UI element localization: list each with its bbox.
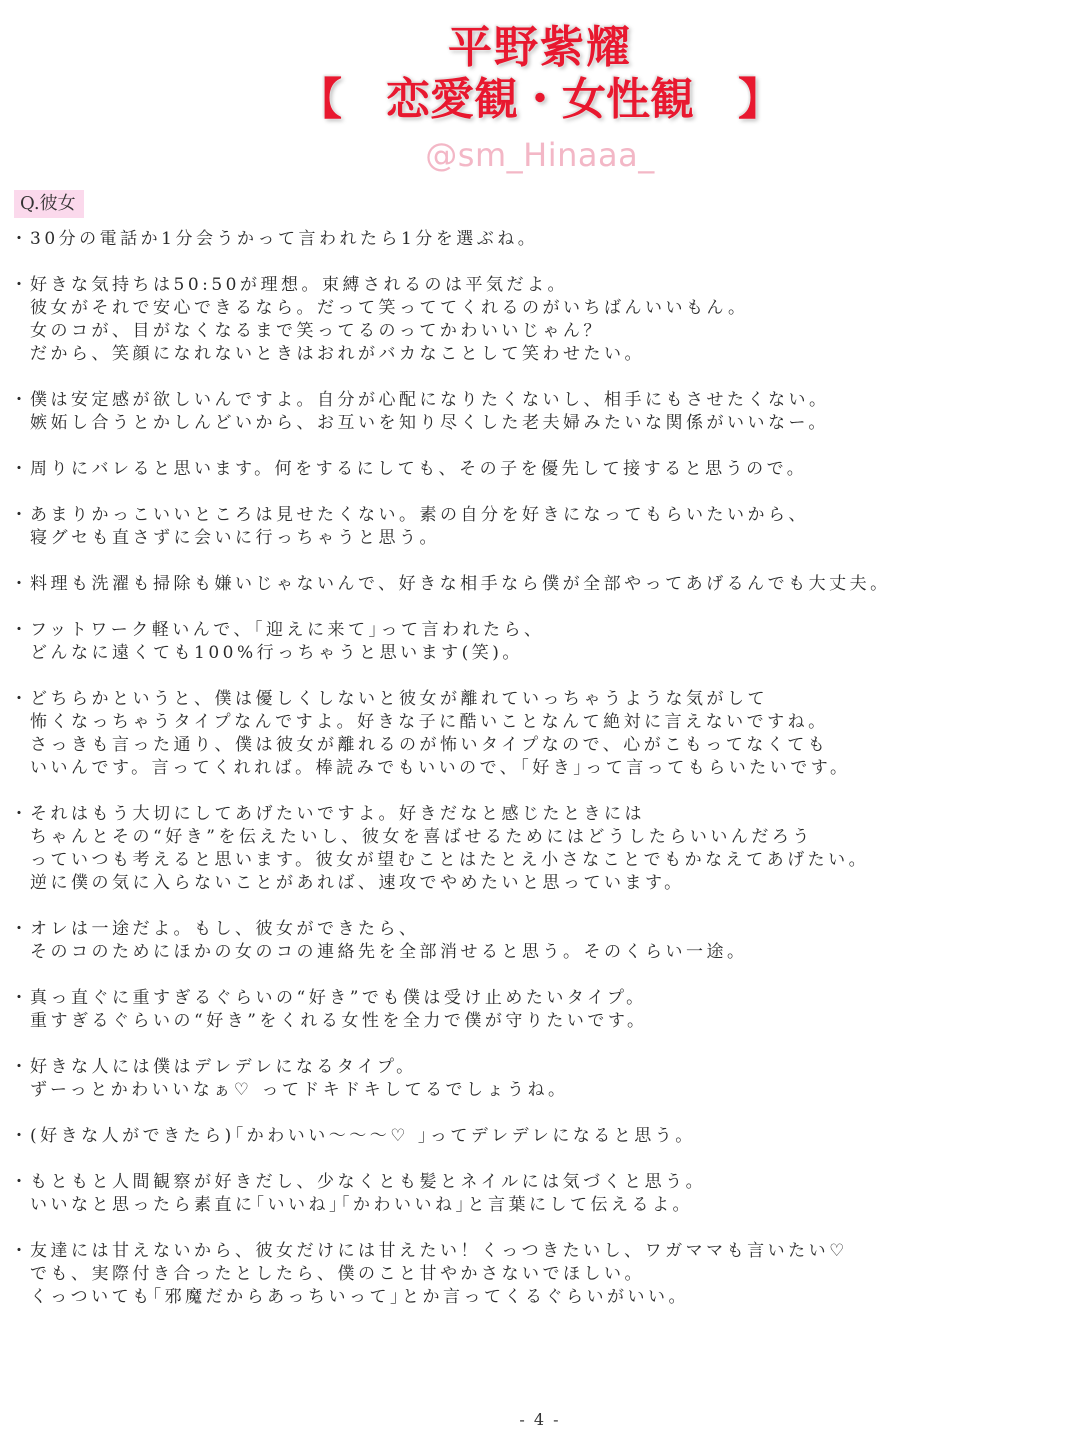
- text-line: 重すぎるぐらいの“好き”をくれる女性を全力で僕が守りたいです。: [30, 1011, 648, 1031]
- list-item: [8, 688, 1076, 780]
- entry-text: [30, 688, 1076, 780]
- entry-text: [30, 228, 1076, 251]
- list-item: [8, 274, 1076, 366]
- bullet-mark: ・: [10, 505, 28, 525]
- text-line: 寝グセも直さずに会いに行っちゃうと思う。: [30, 528, 440, 548]
- bullet-mark: ・: [10, 804, 28, 824]
- text-line: それはもう大切にしてあげたいですよ。好きだなと感じたときには: [30, 804, 645, 824]
- entry-text: [30, 987, 1076, 1033]
- text-line: 女のコが、目がなくなるまで笑ってるのってかわいいじゃん？: [30, 321, 604, 341]
- text-line: っていつも考えると思います。彼女が望むことはたとえ小さなことでもかなえてあげたい。: [30, 850, 870, 870]
- text-line: だから、笑顔になれないときはおれがバカなことして笑わせたい。: [30, 344, 645, 364]
- entry-text: [30, 1171, 1076, 1217]
- text-line: さっきも言った通り、僕は彼女が離れるのが怖いタイプなので、心がこもってなくても: [30, 735, 829, 755]
- text-line: いいんです。言ってくれれば。棒読みでもいいので、｢好き｣って言ってもらいたいです。: [30, 758, 851, 778]
- bullet-mark: ・: [10, 275, 28, 295]
- bullet-mark: ・: [10, 574, 28, 594]
- list-item: [8, 1056, 1076, 1102]
- entry-text: [30, 504, 1076, 550]
- text-line: 嫉妬し合うとかしんどいから、お互いを知り尽くした老夫婦みたいな関係がいいなー。: [30, 413, 829, 433]
- text-line: くっついても｢邪魔だからあっちいって｣とか言ってくるぐらいがいい。: [30, 1287, 689, 1307]
- page-title: 平野紫耀: [448, 22, 632, 73]
- text-line: 友達には甘えないから、彼女だけには甘えたい！くっつきたいし、ワガママも言いたい♡: [30, 1241, 848, 1261]
- list-item: [8, 389, 1076, 435]
- entry-text: [30, 918, 1076, 964]
- page-subtitle: 【 恋愛観・女性観 】: [298, 74, 782, 125]
- author-handle: @sm_Hinaaa_: [425, 136, 655, 174]
- entry-text: [30, 573, 1076, 596]
- entry-text: [30, 1125, 1076, 1148]
- text-line: 彼女がそれで安心できるなら。だって笑っててくれるのがいちばんいいもん。: [30, 298, 749, 318]
- list-item: [8, 803, 1076, 895]
- entry-text: [30, 389, 1076, 435]
- entry-text: [30, 1240, 1076, 1309]
- bullet-mark: ・: [10, 1126, 28, 1146]
- text-line: ずーっとかわいいなぁ♡ ってドキドキしてるでしょうね。: [30, 1080, 569, 1100]
- list-item: [8, 1125, 1076, 1148]
- bullet-mark: ・: [10, 229, 28, 249]
- text-line: 料理も洗濯も掃除も嫌いじゃないんで、好きな相手なら僕が全部やってあげるんでも大丈夫。: [30, 574, 891, 594]
- bullet-mark: ・: [10, 620, 28, 640]
- text-line: あまりかっこいいところは見せたくない。素の自分を好きになってもらいたいから、: [30, 505, 809, 525]
- bullet-mark: ・: [10, 390, 28, 410]
- bullet-mark: ・: [10, 1057, 28, 1077]
- entry-text: [30, 458, 1076, 481]
- text-line: 周りにバレると思います。何をするにしても、その子を優先して接すると思うので。: [30, 459, 808, 479]
- text-line: そのコのためにほかの女のコの連絡先を全部消せると思う。そのくらい一途。: [30, 942, 748, 962]
- bullet-mark: ・: [10, 919, 28, 939]
- list-item: [8, 458, 1076, 481]
- text-line: 好きな人には僕はデレデレになるタイプ。: [30, 1057, 417, 1077]
- list-item: [8, 918, 1076, 964]
- bullet-mark: ・: [10, 689, 28, 709]
- text-line: ちゃんとその“好き”を伝えたいし、彼女を喜ばせるためにはどうしたらいいんだろう: [30, 827, 813, 847]
- bullet-mark: ・: [10, 1241, 28, 1261]
- text-line: 逆に僕の気に入らないことがあれば、速攻でやめたいと思っています。: [30, 873, 685, 893]
- list-item: [8, 228, 1076, 251]
- entry-text: [30, 619, 1076, 665]
- text-line: どんなに遠くても100%行っちゃうと思います(笑)。: [30, 643, 523, 663]
- text-line: 真っ直ぐに重すぎるぐらいの“好き”でも僕は受け止めたいタイプ。: [30, 988, 647, 1008]
- entry-text: [30, 1056, 1076, 1102]
- list-item: [8, 1171, 1076, 1217]
- text-line: オレは一途だよ。もし、彼女ができたら、: [30, 919, 420, 939]
- list-item: [8, 987, 1076, 1033]
- text-line: いいなと思ったら素直に｢いいね｣｢かわいいね｣と言葉にして伝えるよ。: [30, 1195, 693, 1215]
- list-item: [8, 1240, 1076, 1309]
- entry-text: [30, 274, 1076, 366]
- section-label: Q.彼女: [14, 190, 84, 218]
- text-line: どちらかというと、僕は優しくしないと彼女が離れていっちゃうような気がして: [30, 689, 768, 709]
- text-line: でも、実際付き合ったとしたら、僕のこと甘やかさないでほしい。: [30, 1264, 645, 1284]
- bullet-mark: ・: [10, 1172, 28, 1192]
- list-item: [8, 504, 1076, 550]
- text-line: 怖くなっちゃうタイプなんですよ。好きな子に酷いことなんて絶対に言えないですね。: [30, 712, 829, 732]
- text-line: (好きな人ができたら)｢かわいい〜〜〜♡ ｣ってデレデレになると思う。: [30, 1126, 696, 1146]
- text-line: フットワーク軽いんで、｢迎えに来て｣って言われたら、: [30, 620, 545, 640]
- title-block: [0, 22, 1080, 174]
- list-item: [8, 573, 1076, 596]
- text-line: もともと人間観察が好きだし、少なくとも髪とネイルには気づくと思う。: [30, 1172, 707, 1192]
- text-line: 30分の電話か1分会うかって言われたら1分を選ぶね。: [30, 229, 539, 249]
- text-line: 僕は安定感が欲しいんですよ。自分が心配になりたくないし、相手にもさせたくない。: [30, 390, 830, 410]
- bullet-mark: ・: [10, 459, 28, 479]
- list-item: [8, 619, 1076, 665]
- page-number: - 4 -: [519, 1410, 561, 1429]
- text-line: 好きな気持ちは50:50が理想。束縛されるのは平気だよ。: [30, 275, 568, 295]
- entry-text: [30, 803, 1076, 895]
- entry-list: [8, 228, 1076, 1332]
- bullet-mark: ・: [10, 988, 28, 1008]
